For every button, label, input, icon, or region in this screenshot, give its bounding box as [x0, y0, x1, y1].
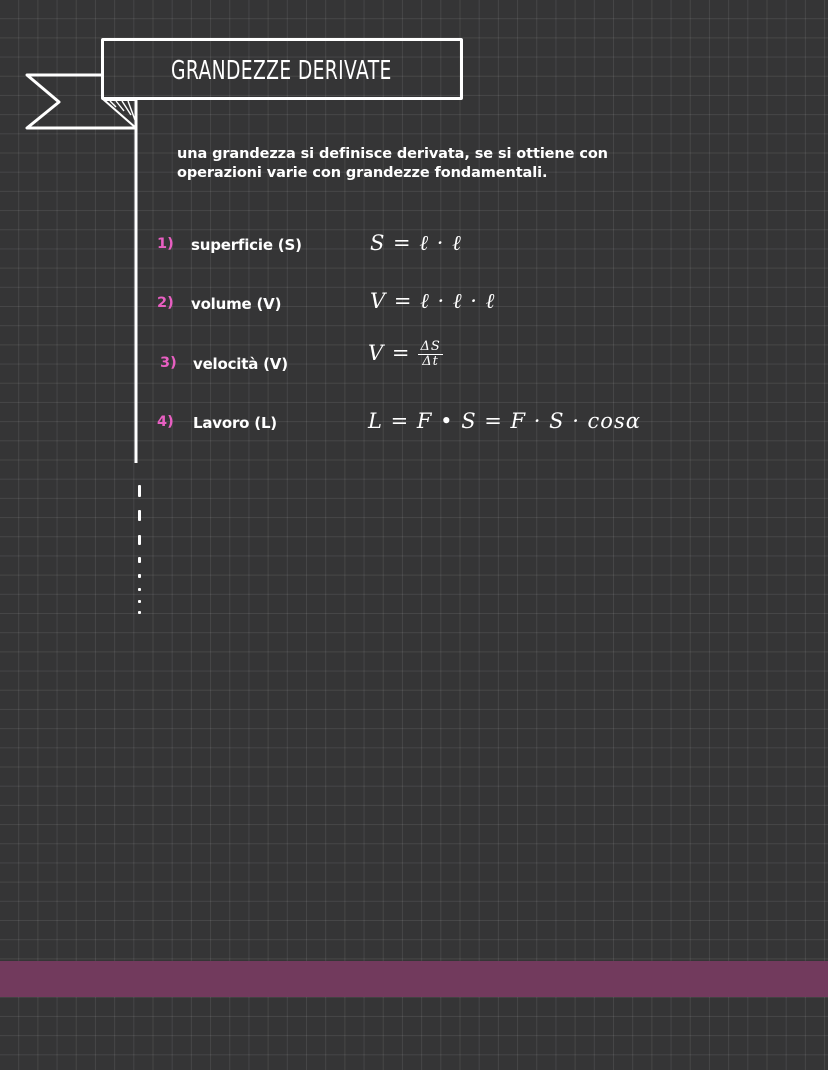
formula-prefix: V =	[368, 341, 411, 365]
row-formula: V = ℓ · ℓ · ℓ	[370, 289, 496, 313]
fraction	[418, 340, 442, 369]
row-number: 1)	[157, 236, 174, 252]
row-label: volume (V)	[191, 295, 282, 313]
row-number: 2)	[157, 295, 174, 311]
row-label: superficie (S)	[191, 236, 302, 254]
row-label: velocità (V)	[193, 355, 288, 373]
page-title: GRANDEZZE DERIVATE	[171, 56, 392, 86]
decorative-band	[0, 961, 828, 997]
fraction-denominator: Δt	[422, 354, 439, 369]
row-number: 3)	[160, 355, 177, 371]
row-formula: S = ℓ · ℓ	[370, 231, 462, 255]
row-number: 4)	[157, 414, 174, 430]
dashed-line	[138, 485, 141, 614]
intro-text: una grandezza si definisce derivata, se si ottiene con operazioni varie con grandezze fondamentali.	[177, 146, 608, 181]
ribbon-fold	[104, 100, 136, 128]
row-label: Lavoro (L)	[193, 414, 277, 432]
row-formula	[368, 340, 443, 369]
row-formula: L = F • S = F · S · cosα	[368, 409, 641, 433]
fraction-numerator: ΔS	[420, 339, 441, 354]
